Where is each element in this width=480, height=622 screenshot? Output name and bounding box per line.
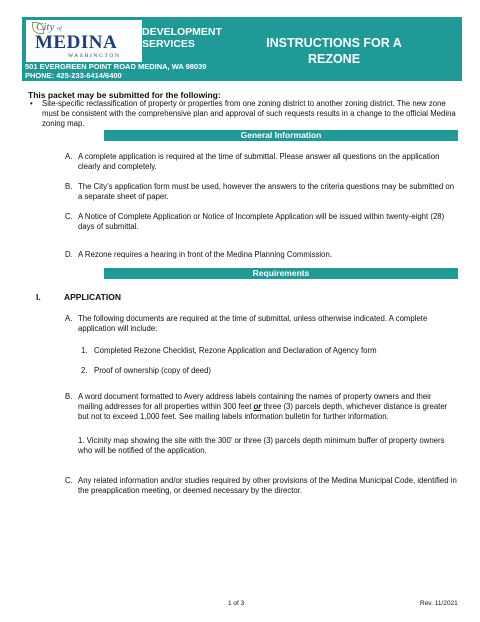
general-item-b: B. The City’s application form must be used, however the answers to the criteria questions may be submitted on a separate sheet of paper. bbox=[65, 182, 455, 201]
requirement-item-b: B. A word document formatted to Avery address labels containing the names of property owners and their mailing addresses for all properties within 300 feet or three (3) parcels depth, whichever distance is greater but not to exceed 1,000 feet. See mailing labels information bulletin for further information. bbox=[65, 392, 448, 421]
requirement-a-sub-2: 2. Proof of ownership (copy of deed) bbox=[81, 366, 212, 375]
requirement-b-sub-1: 1. Vicinity map showing the site with the 300’ or three (3) parcels depth minimum buffer of property owners who will be notified of the application. bbox=[78, 436, 445, 455]
requirement-a-sub-1: 1. Completed Rezone Checklist, Rezone Application and Declaration of Agency form bbox=[81, 346, 377, 355]
logo-name: MEDINA bbox=[35, 32, 118, 53]
logo-city-text: City of bbox=[36, 21, 62, 33]
requirement-item-c: C. Any related information and/or studies required by other provisions of the Medina Municipal Code, identified in the preapplication meeting, or deemed necessary by the director. bbox=[65, 476, 457, 495]
bullet-icon: • bbox=[30, 99, 33, 108]
city-logo bbox=[26, 20, 142, 62]
department-name: DEVELOPMENT SERVICES bbox=[142, 26, 222, 50]
page-number: 1 of 3 bbox=[228, 600, 245, 607]
document-title: INSTRUCTIONS FOR A REZONE bbox=[266, 36, 402, 66]
packet-heading: This packet may be submitted for the following: bbox=[28, 90, 221, 100]
phone: PHONE: 425-233-6414/6400 bbox=[25, 71, 122, 80]
logo-state: WASHINGTON bbox=[68, 53, 121, 59]
emphasis-or: or bbox=[253, 402, 262, 411]
packet-bullet-item: • Site-specific reclassification of property or properties from one zoning district to another zoning district. The new zone must be consistent with the comprehensive plan and approval of such requests results in a change to the official Medina zoning map. bbox=[30, 99, 456, 128]
address: 501 EVERGREEN POINT ROAD MEDINA, WA 98039 bbox=[25, 62, 207, 71]
general-item-a: A. A complete application is required at the time of submittal. Please answer all questions on the application clearly and completely. bbox=[65, 152, 440, 171]
general-information-header: General Information bbox=[104, 130, 458, 141]
requirements-header: Requirements bbox=[104, 268, 458, 279]
document-header bbox=[22, 17, 462, 81]
requirement-item-a: A. The following documents are required at the time of submittal, unless otherwise indicated. A complete application will include: bbox=[65, 314, 428, 333]
revision-date: Rev. 11/2021 bbox=[420, 600, 458, 607]
general-item-c: C. A Notice of Complete Application or Notice of Incomplete Application will be issued within twenty-eight (28) days of submittal. bbox=[65, 212, 445, 231]
contact-info bbox=[25, 62, 206, 80]
general-item-d: D. A Rezone requires a hearing in front of the Medina Planning Commission. bbox=[65, 250, 332, 259]
